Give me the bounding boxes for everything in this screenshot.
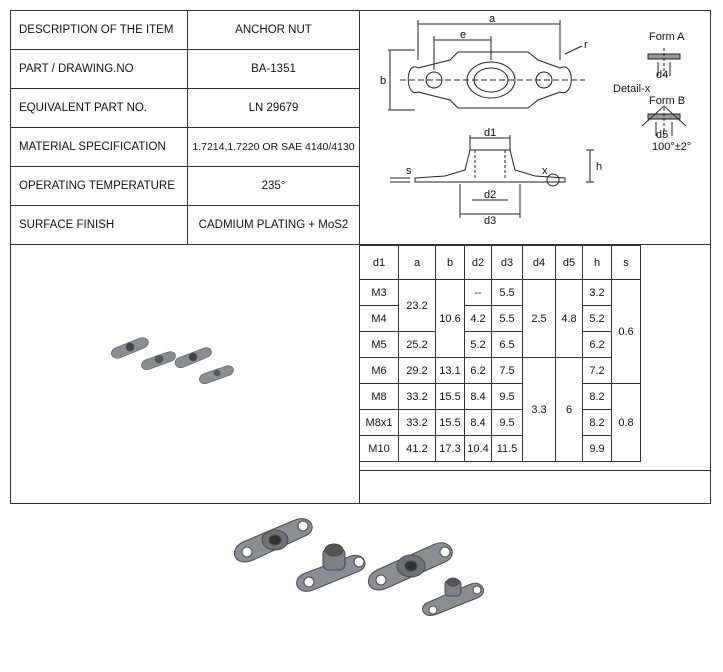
- spec-value: 235°: [188, 167, 360, 206]
- table-cell: 3.3: [523, 358, 556, 462]
- table-cell: 33.2: [399, 410, 436, 436]
- table-cell: 2.5: [523, 280, 556, 358]
- table-cell: M6: [360, 358, 399, 384]
- table-cell: 25.2: [399, 332, 436, 358]
- spec-value: BA-1351: [188, 50, 360, 89]
- dim-label: d4: [656, 69, 669, 81]
- table-cell: 6: [556, 358, 583, 462]
- table-cell: 5.2: [583, 306, 612, 332]
- table-cell: 8.4: [465, 384, 492, 410]
- dim-label: d5: [656, 129, 669, 141]
- table-row: [360, 358, 641, 384]
- table-cell: 29.2: [399, 358, 436, 384]
- table-cell: 3.2: [583, 280, 612, 306]
- table-header-row: [360, 246, 641, 280]
- table-cell: 15.5: [436, 384, 465, 410]
- table-cell: M8x1: [360, 410, 399, 436]
- table-cell: 5.2: [465, 332, 492, 358]
- table-cell: 4.2: [465, 306, 492, 332]
- dim-label: s: [406, 165, 412, 177]
- table-cell: 9.5: [492, 410, 523, 436]
- table-cell: 5.5: [492, 306, 523, 332]
- spec-label: MATERIAL SPECIFICATION: [11, 128, 188, 167]
- table-cell: 17.3: [436, 436, 465, 462]
- product-photo-large: [225, 512, 495, 622]
- spec-label: PART / DRAWING.NO: [11, 50, 188, 89]
- column-header: d5: [556, 246, 583, 280]
- table-cell: 0.8: [612, 384, 641, 462]
- spec-value: 1.7214,1.7220 OR SAE 4140/4130: [188, 128, 360, 167]
- dim-label: h: [596, 161, 603, 173]
- form-label: Form B: [649, 95, 686, 107]
- table-cell: 33.2: [399, 384, 436, 410]
- spec-row: [11, 128, 360, 167]
- dim-label: e: [460, 29, 467, 41]
- angle-label: 100°±2°: [652, 141, 692, 153]
- spec-label: DESCRIPTION OF THE ITEM: [11, 11, 188, 50]
- table-cell: --: [465, 280, 492, 306]
- table-cell: 8.2: [583, 410, 612, 436]
- table-cell: 5.5: [492, 280, 523, 306]
- spec-row: [11, 206, 360, 245]
- spec-table: [10, 10, 360, 245]
- dimension-table: [359, 245, 641, 462]
- spec-row: [11, 50, 360, 89]
- table-cell: 4.8: [556, 280, 583, 358]
- product-photo-small: [110, 330, 240, 390]
- column-header: s: [612, 246, 641, 280]
- table-cell: 6.2: [465, 358, 492, 384]
- column-header: d2: [465, 246, 492, 280]
- table-cell: 8.2: [583, 384, 612, 410]
- technical-drawing: [360, 10, 710, 242]
- table-cell: M3: [360, 280, 399, 306]
- table-cell: 13.1: [436, 358, 465, 384]
- table-cell: 11.5: [492, 436, 523, 462]
- dim-label: d1: [484, 127, 497, 139]
- spec-label: OPERATING TEMPERATURE: [11, 167, 188, 206]
- table-cell: M5: [360, 332, 399, 358]
- table-row: [360, 280, 641, 306]
- table-cell: 15.5: [436, 410, 465, 436]
- table-cell: 7.5: [492, 358, 523, 384]
- table-cell: 23.2: [399, 280, 436, 332]
- table-cell: 9.5: [492, 384, 523, 410]
- column-header: d4: [523, 246, 556, 280]
- table-cell: 8.4: [465, 410, 492, 436]
- dim-label: d3: [484, 215, 497, 227]
- spec-value: ANCHOR NUT: [188, 11, 360, 50]
- column-header: h: [583, 246, 612, 280]
- divider: [10, 244, 360, 245]
- spec-label: EQUIVALENT PART NO.: [11, 89, 188, 128]
- table-cell: 10.6: [436, 280, 465, 358]
- column-header: a: [399, 246, 436, 280]
- table-cell: 10.4: [465, 436, 492, 462]
- form-label: Form A: [649, 31, 685, 43]
- spec-value: CADMIUM PLATING + MoS2: [188, 206, 360, 245]
- spec-label: SURFACE FINISH: [11, 206, 188, 245]
- table-row: [360, 436, 641, 462]
- table-cell: 0.6: [612, 280, 641, 384]
- column-header: d1: [360, 246, 399, 280]
- spec-row: [11, 11, 360, 50]
- spec-value: LN 29679: [188, 89, 360, 128]
- column-header: d3: [492, 246, 523, 280]
- spec-row: [11, 89, 360, 128]
- table-row: [360, 332, 641, 358]
- dim-label: b: [380, 75, 387, 87]
- dim-label: a: [489, 13, 496, 25]
- dim-label: d2: [484, 189, 497, 201]
- divider: [359, 470, 711, 471]
- dim-label: r: [584, 39, 588, 51]
- table-row: [360, 410, 641, 436]
- spec-row: [11, 167, 360, 206]
- detail-label: Detail-x: [613, 83, 651, 95]
- table-cell: 6.5: [492, 332, 523, 358]
- table-cell: M8: [360, 384, 399, 410]
- table-cell: M4: [360, 306, 399, 332]
- column-header: b: [436, 246, 465, 280]
- table-cell: 41.2: [399, 436, 436, 462]
- table-cell: 9.9: [583, 436, 612, 462]
- table-row: [360, 384, 641, 410]
- table-cell: 6.2: [583, 332, 612, 358]
- dim-label: x: [542, 165, 548, 177]
- table-cell: 7.2: [583, 358, 612, 384]
- table-cell: M10: [360, 436, 399, 462]
